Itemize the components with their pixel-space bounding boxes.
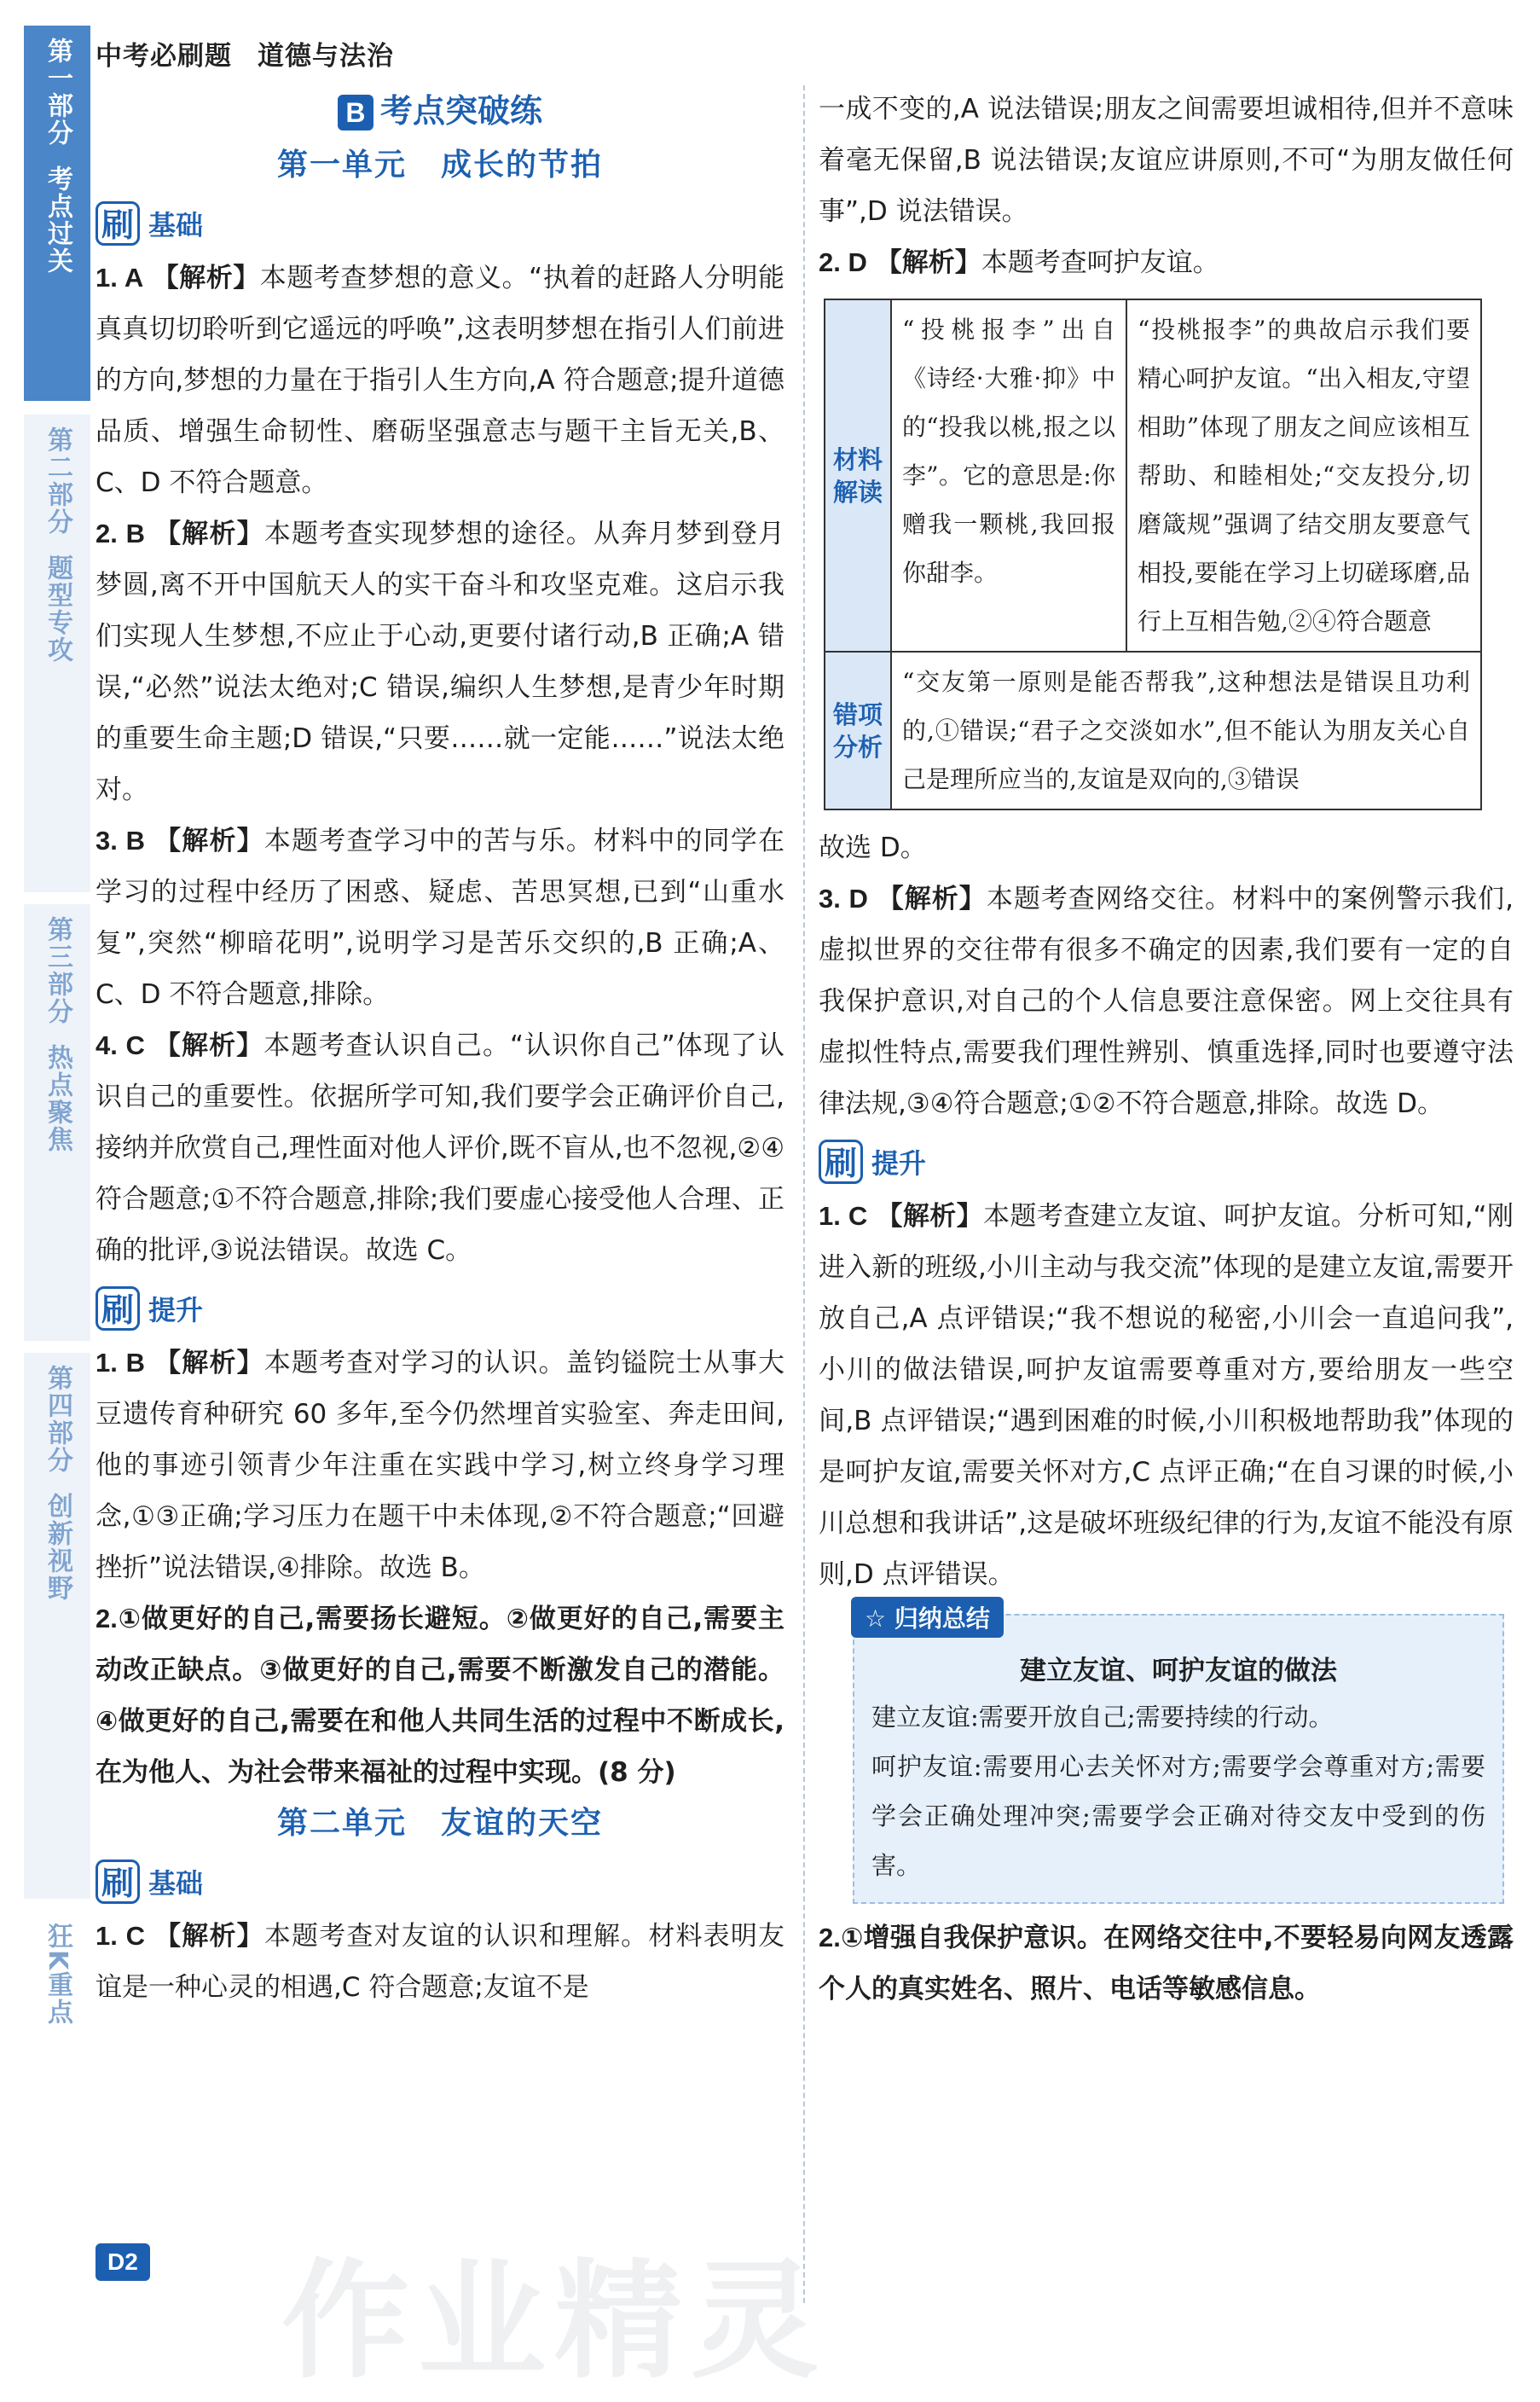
answer-text: 本题考查对学习的认识。盖钧镒院士从事大豆遗传育种研究 60 多年,至今仍然埋首实验室、奔走田间,他的事迹引领青少年注重在实践中学习,树立终身学习理念,①③正确;学习压力在题干中未体现,②不符合题意;“回避挫折”说法错误,④排除。故选 B。: [96, 1348, 785, 1583]
answer-number: 2.: [819, 1923, 841, 1952]
sidebar-section-label: 题型专攻: [43, 554, 72, 664]
unit-title-b: 友谊的天空: [441, 1806, 604, 1841]
page-header: [96, 34, 394, 73]
answer-continuation: 一成不变的,A 说法错误;朋友之间需要坦诚相待,但并不意味着毫无保留,B 说法错误;友谊应讲原则,不可“为朋友做任何事”,D 说法错误。: [819, 94, 1514, 227]
answer-text: 本题考查认识自己。“认识你自己”体现了认识自己的重要性。依据所学可知,我们要学会正确评价自己,接纳并欣赏自己,理性面对他人评价,既不盲从,也不忽视,②④符合题意;①不符合题意,排除;我们要虚心接受他人合理、正确的批评,③说法错误。故选 C。: [96, 1030, 785, 1266]
sidebar-section-part4[interactable]: [24, 1353, 90, 1899]
star-icon: ☆: [865, 1604, 887, 1633]
sidebar-part-label: 第一部分: [43, 38, 72, 147]
basic-label: 基础: [148, 209, 204, 241]
advance-tag: [96, 1285, 784, 1332]
section-badge: B: [338, 95, 373, 131]
answer-number: 1. B: [96, 1348, 146, 1378]
answer-number: 4. C: [96, 1030, 145, 1060]
advance-tag: [819, 1138, 1514, 1186]
table-row-header: 错项分析: [825, 653, 892, 809]
header-series: 中考必刷题: [96, 41, 232, 72]
header-subject: 道德与法治: [258, 41, 394, 72]
analysis-label: 【解析】: [876, 1201, 983, 1232]
unit-title-1: [96, 140, 784, 191]
sidebar-nav: [24, 26, 90, 2295]
answer-item: [96, 1337, 784, 1593]
answer-item: [819, 1912, 1514, 2015]
summary-tag: [851, 1597, 1004, 1638]
analysis-label: 【解析】: [154, 1921, 264, 1952]
answer-item: [96, 1593, 784, 1798]
column-divider: [803, 85, 805, 2303]
analysis-label: 【解析】: [154, 1348, 264, 1378]
table-row: [825, 653, 1480, 809]
table-row-header: 材料解读: [825, 300, 892, 651]
answer-number: 2. D: [819, 247, 867, 277]
summary-box: [853, 1604, 1504, 1904]
answer-text: 本题考查学习中的苦与乐。材料中的同学在学习的过程中经历了困惑、疑虑、苦思冥想,已到“山重水复”,突然“柳暗花明”,说明学习是苦乐交织的,B 正确;A、C、D 不符合题意,排除。: [96, 826, 785, 1010]
sidebar-section-label: 狂K重点: [43, 1923, 72, 2027]
answer-number: 1. C: [819, 1201, 868, 1231]
table-cell: “投桃报李”出自《诗经·大雅·抑》中的“投我以桃,报之以李”。它的意思是:你赠我一颗桃,我回报你甜李。: [892, 300, 1127, 651]
unit-title-2: [96, 1798, 784, 1849]
answer-text: ①增强自我保护意识。在网络交往中,不要轻易向网友透露个人的真实姓名、照片、电话等敏感信息。: [819, 1923, 1514, 2005]
sidebar-section-part3[interactable]: [24, 904, 90, 1341]
shua-icon: 刷: [96, 1860, 140, 1904]
analysis-label: 【解析】: [152, 263, 260, 293]
unit-title-b: 成长的节拍: [441, 148, 604, 183]
answer-text: 本题考查网络交往。材料中的案例警示我们,虚拟世界的交往带有很多不确定的因素,我们要有一定的自我保护意识,对自己的个人信息要注意保密。网上交往具有虚拟性特点,需要我们理性辨别、慎重选择,同时也要遵守法律法规,③④符合题意;①②不符合题意,排除。故选 D。: [819, 884, 1514, 1119]
answer-text: 本题考查实现梦想的途径。从奔月梦到登月梦圆,离不开中国航天人的实干奋斗和攻坚克难。这启示我们实现人生梦想,不应止于心动,更要付诸行动,B 正确;A 错误,“必然”说法太绝对;C 错误,编织人生梦想,是青少年时期的重要生命主题;D 错误,“只要……就一定能……”说法太绝对。: [96, 519, 785, 805]
table-cell: “投桃报李”的典故启示我们要精心呵护友谊。“出入相友,守望相助”体现了朋友之间应该相互帮助、和睦相处;“交友投分,切磨箴规”强调了结交朋友要意气相投,要能在学习上切磋琢磨,品行上互相告勉,②④符合题意: [1138, 316, 1470, 635]
answer-item: [96, 508, 784, 815]
answer-number: 2.: [96, 1604, 118, 1633]
sidebar-section-part1[interactable]: [24, 26, 90, 401]
sidebar-section-key[interactable]: [24, 1911, 90, 2295]
sidebar-section-label: 创新视野: [43, 1493, 72, 1602]
summary-line: 建立友谊:需要开放自己;需要持续的行动。: [871, 1703, 1334, 1732]
advance-label: 提升: [148, 1294, 204, 1326]
table-row: [825, 300, 1480, 653]
answer-number: 3. B: [96, 826, 146, 856]
page-number: D2: [96, 2243, 150, 2281]
answer-text: 本题考查梦想的意义。“执着的赶路人分明能真真切切聆听到它遥远的呼唤”,这表明梦想在指引人们前进的方向,梦想的力量在于指引人生方向,A 符合题意;提升道德品质、增强生命韧性、磨砺坚强意志与题干主旨无关,B、C、D 不符合题意。: [96, 263, 785, 498]
analysis-label: 【解析】: [877, 884, 987, 914]
unit-title-a: 第二单元: [276, 1806, 407, 1841]
answer-text: ①做更好的自己,需要扬长避短。②做更好的自己,需要主动改正缺点。③做更好的自己,需要不断激发自己的潜能。④做更好的自己,需要在和他人共同生活的过程中不断成长,在为他人、为社会带来福祉的过程中实现。(8 分): [96, 1604, 784, 1788]
answer-number: 1. A: [96, 263, 144, 293]
answer-item: [96, 1911, 784, 2013]
answer-item: [819, 237, 1514, 288]
answer-number: 2. B: [96, 519, 146, 548]
summary-title: 建立友谊、呵护友谊的做法: [1020, 1656, 1337, 1686]
analysis-label: 【解析】: [153, 1030, 264, 1061]
answer-text: 本题考查建立友谊、呵护友谊。分析可知,“刚进入新的班级,小川主动与我交流”体现的是建立友谊,需要开放自己,A 点评错误;“我不想说的秘密,小川会一直追问我”,小川的做法错误,呵护友谊需要尊重对方,要给朋友一些空间,B 点评错误;“遇到困难的时候,小川积极地帮助我”体现的是呵护友谊,需要关怀对方,C 点评正确;“在自习课的时候,小川总想和我讲话”,这是破坏班级纪律的行为,友谊不能没有原则,D 点评错误。: [819, 1201, 1514, 1590]
basic-tag: [96, 200, 784, 247]
analysis-label: 【解析】: [875, 247, 981, 278]
left-column: [96, 84, 784, 2013]
watermark: 作业精灵: [281, 2248, 828, 2396]
sidebar-part-label: 第四部分: [43, 1365, 72, 1474]
analysis-label: 【解析】: [154, 519, 264, 549]
answer-number: 3. D: [819, 884, 868, 914]
summary-tag-label: 归纳总结: [894, 1604, 990, 1633]
shua-icon: 刷: [96, 1286, 140, 1331]
summary-line: 呵护友谊:需要用心去关怀对方;需要学会尊重对方;需要学会正确处理冲突;需要学会正确对待交友中受到的伤害。: [871, 1752, 1485, 1880]
analysis-table: [824, 299, 1482, 810]
table-cell: “交友第一原则是能否帮我”,这种想法是错误且功利的,①错误;“君子之交淡如水”,但不能认为朋友关心自己是理所应当的,友谊是双向的,③错误: [902, 668, 1470, 793]
right-column: [819, 84, 1514, 2015]
answer-item: [96, 815, 784, 1020]
answer-text: 本题考查对友谊的认识和理解。材料表明友谊是一种心灵的相遇,C 符合题意;友谊不是: [96, 1921, 785, 2003]
sidebar-section-label: 考点过关: [43, 165, 72, 275]
shua-icon: 刷: [819, 1140, 863, 1184]
answer-number: 1. C: [96, 1921, 146, 1951]
sidebar-part-label: 第二部分: [43, 426, 72, 536]
section-title-text: 考点突破练: [379, 92, 542, 130]
sidebar-part-label: 第三部分: [43, 916, 72, 1025]
shua-icon: 刷: [96, 201, 140, 246]
analysis-label: 【解析】: [154, 826, 264, 856]
answer-item: [819, 873, 1514, 1129]
advance-label: 提升: [871, 1147, 927, 1180]
section-title: [96, 87, 784, 135]
sidebar-section-part2[interactable]: [24, 415, 90, 892]
basic-tag: [96, 1858, 784, 1906]
answer-conclusion: 故选 D。: [819, 833, 927, 863]
unit-title-a: 第一单元: [276, 148, 407, 183]
sidebar-section-label: 热点聚焦: [43, 1044, 72, 1153]
basic-label: 基础: [148, 1867, 204, 1900]
answer-item: [96, 1020, 784, 1276]
answer-text: 本题考查呵护友谊。: [981, 247, 1219, 278]
answer-item: [96, 252, 784, 508]
answer-item: [819, 1191, 1514, 1600]
